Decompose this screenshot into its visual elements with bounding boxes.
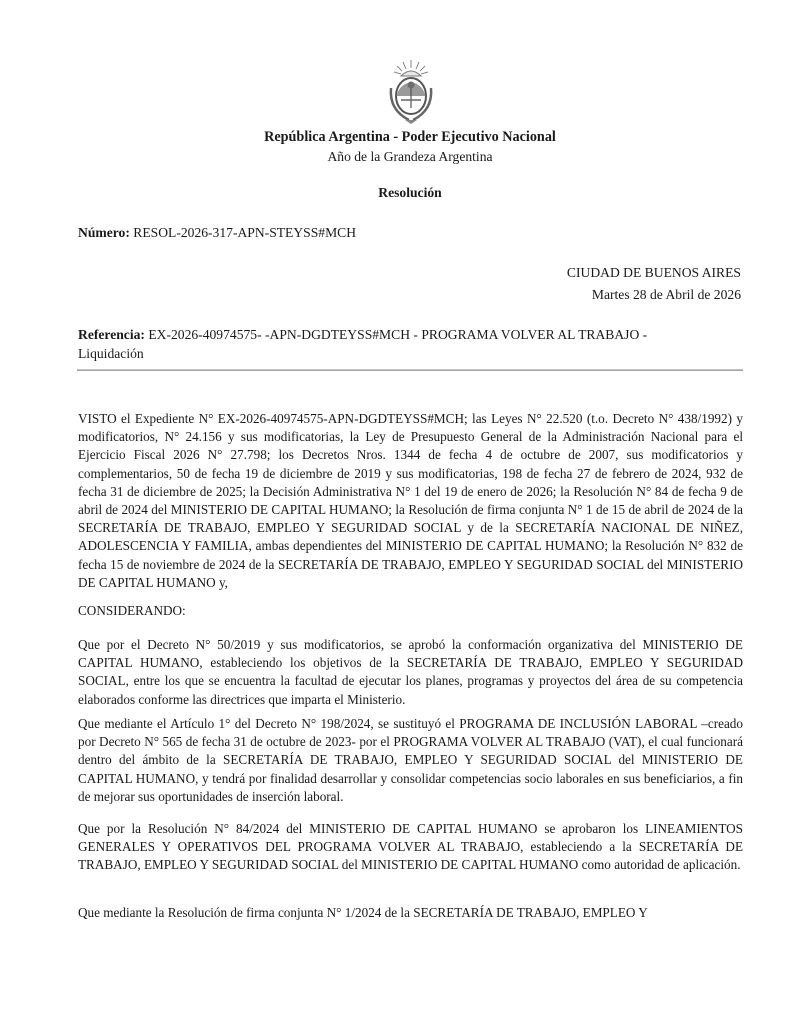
document-type: Resolución — [378, 185, 442, 200]
considerando-heading: CONSIDERANDO: — [78, 603, 186, 618]
year-motto: Año de la Grandeza Argentina — [327, 149, 493, 164]
reference — [78, 325, 708, 363]
referencia-value: EX-2026-40974575- -APN-DGDTEYSS#MCH - PROGRAMA VOLVER AL TRABAJO - Liquidación — [78, 327, 648, 361]
argentina-coat-of-arms-icon — [383, 58, 439, 126]
issuer-title: República Argentina - Poder Ejecutivo Nacional — [264, 129, 556, 145]
considerando-paragraph: Que mediante la Resolución de firma conjunta N° 1/2024 de la SECRETARÍA DE TRABAJO, EMPLEO Y — [78, 905, 648, 920]
considerando-paragraph: Que mediante el Artículo 1° del Decreto N° 198/2024, se sustituyó el PROGRAMA DE INCLUSIÓN LABORAL –creado por Decreto N° 565 de fecha 31 de octubre de 2023- por el PROGRAMA VOLVER AL TRABAJO (VAT), el cual funcionará dentro del ámbito de la SECRETARÍA DE TRABAJO, EMPLEO Y SEGURIDAD SOCIAL del MINISTERIO DE CAPITAL HUMANO, y tendrá por finalidad desarrollar y consolidar competencias socio laborales en sus beneficiarios, a fin de mejorar sus oportunidades de inserción laboral. — [78, 716, 743, 804]
considerando-paragraph: Que por la Resolución N° 84/2024 del MINISTERIO DE CAPITAL HUMANO se aprobaron los LINEAMIENTOS GENERALES Y OPERATIVOS DEL PROGRAMA VOLVER AL TRABAJO, estableciendo a la SECRETARÍA DE TRABAJO, EMPLEO Y SEGURIDAD SOCIAL del MINISTERIO DE CAPITAL HUMANO como autoridad de aplicación. — [78, 821, 743, 873]
issue-place: CIUDAD DE BUENOS AIRES — [566, 265, 741, 280]
resolution-number — [78, 225, 356, 241]
numero-value: RESOL-2026-317-APN-STEYSS#MCH — [133, 225, 357, 240]
referencia-label: Referencia: — [78, 327, 145, 342]
issue-date: Martes 28 de Abril de 2026 — [591, 287, 741, 302]
considerando-paragraph: Que por el Decreto N° 50/2019 y sus modificatorios, se aprobó la conformación organizativa del MINISTERIO DE CAPITAL HUMANO, estableciendo los objetivos de la SECRETARÍA DE TRABAJO, EMPLEO Y SEGURIDAD SOCIAL, entre los que se encuentra la facultad de ejecutar los planes, programas y proyectos del área de su competencia elaborados conforme las directrices que imparta el Ministerio. — [78, 637, 743, 707]
numero-label: Número: — [78, 225, 130, 240]
header-divider — [77, 369, 743, 371]
visto-paragraph: VISTO el Expediente N° EX-2026-40974575-APN-DGDTEYSS#MCH; las Leyes N° 22.520 (t.o. Decreto N° 438/1992) y modificatorios, N° 24.156 y sus modificatorias, la Ley de Presupuesto General de la Administración Nacional para el Ejercicio Fiscal 2026 N° 27.798; los Decretos Nros. 1344 de fecha 4 de octubre de 2007, sus modificatorios y complementarios, 50 de fecha 19 de diciembre de 2019 y sus modificatorias, 198 de fecha 27 de febrero de 2024, 932 de fecha 31 de diciembre de 2025; la Decisión Administrativa N° 1 del 19 de enero de 2026; la Resolución N° 84 de fecha 9 de abril de 2024 del MINISTERIO DE CAPITAL HUMANO; la Resolución de firma conjunta N° 1 de 15 de abril de 2024 de la SECRETARÍA DE TRABAJO, EMPLEO Y SEGURIDAD SOCIAL y de la SECRETARÍA NACIONAL DE NIÑEZ, ADOLESCENCIA Y FAMILIA, ambas dependientes del MINISTERIO DE CAPITAL HUMANO; la Resolución N° 832 de fecha 15 de noviembre de 2024 de la SECRETARÍA DE TRABAJO, EMPLEO Y SEGURIDAD SOCIAL del MINISTERIO DE CAPITAL HUMANO y, — [78, 411, 743, 590]
